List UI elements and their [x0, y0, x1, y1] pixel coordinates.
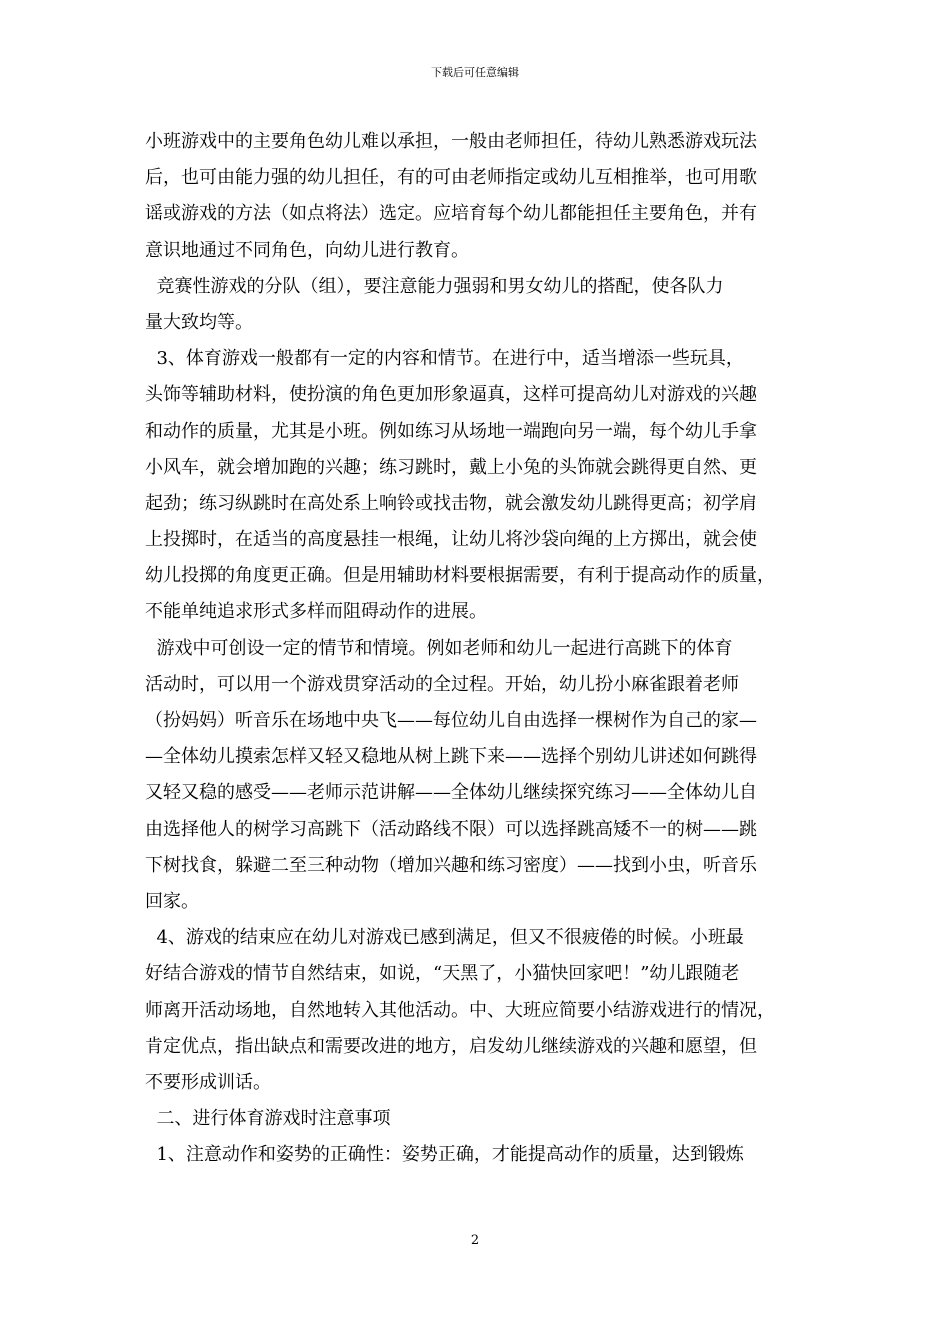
text-line: 又轻又稳的感受——老师示范讲解——全体幼儿继续探究练习——全体幼儿自 [145, 782, 757, 804]
text-line: 头饰等辅助材料，使扮演的角色更加形象逼真，这样可提高幼儿对游戏的兴趣 [145, 384, 757, 406]
text-line: 不能单纯追求形式多样而阻碍动作的进展。 [145, 601, 487, 623]
text-line: 竞赛性游戏的分队（组），要注意能力强弱和男女幼儿的搭配，使各队力 [145, 275, 724, 297]
text-line: 上投掷时，在适当的高度悬挂一根绳，让幼儿将沙袋向绳的上方掷出，就会使 [145, 529, 757, 551]
text-line: 和动作的质量，尤其是小班。例如练习从场地一端跑向另一端，每个幼儿手拿 [145, 420, 757, 442]
text-line: 谣或游戏的方法（如点将法）选定。应培育每个幼儿都能担任主要角色，并有 [145, 203, 757, 225]
text-line: 好结合游戏的情节自然结束，如说，“天黑了，小猫快回家吧！”幼儿跟随老 [145, 963, 740, 985]
text-line: 幼儿投掷的角度更正确。但是用辅助材料要根据需要，有利于提高动作的质量， [145, 565, 775, 587]
text-line: 后，也可由能力强的幼儿担任，有的可由老师指定或幼儿互相推举，也可用歌 [145, 167, 757, 189]
document-body [145, 124, 820, 1173]
text-line: 师离开活动场地，自然地转入其他活动。中、大班应简要小结游戏进行的情况， [145, 999, 775, 1021]
text-line: 意识地通过不同角色，向幼儿进行教育。 [145, 239, 469, 261]
page-number: 2 [470, 1233, 480, 1248]
text-line: 由选择他人的树学习高跳下（活动路线不限）可以选择跳高矮不一的树——跳 [145, 818, 757, 840]
text-line: 起劲；练习纵跳时在高处系上响铃或找击物，就会激发幼儿跳得更高；初学肩 [145, 492, 757, 514]
text-line: 不要形成训话。 [145, 1071, 271, 1093]
text-line: 小班游戏中的主要角色幼儿难以承担，一般由老师担任，待幼儿熟悉游戏玩法 [145, 131, 757, 152]
text-line: 肯定优点，指出缺点和需要改进的地方，启发幼儿继续游戏的兴趣和愿望，但 [145, 1035, 757, 1057]
page-header: 下载后可任意编辑 [431, 66, 519, 79]
text-line: （扮妈妈）听音乐在场地中央飞——每位幼儿自由选择一棵树作为自己的家— [145, 710, 757, 731]
text-line: 游戏中可创设一定的情节和情境。例如老师和幼儿一起进行高跳下的体育 [145, 637, 733, 659]
text-line: 回家。 [145, 890, 199, 912]
text-line: 小风车，就会增加跑的兴趣；练习跳时，戴上小兔的头饰就会跳得更自然、更 [145, 456, 757, 478]
text-line: 3、体育游戏一般都有一定的内容和情节。在进行中，适当增添一些玩具， [145, 348, 744, 370]
text-line: 下树找食，躲避二至三种动物（增加兴趣和练习密度）——找到小虫，听音乐 [145, 854, 757, 876]
text-line: 二、进行体育游戏时注意事项 [145, 1108, 391, 1130]
text-line: 1、注意动作和姿势的正确性：姿势正确，才能提高动作的质量，达到锻炼 [145, 1144, 744, 1166]
text-line: 活动时，可以用一个游戏贯穿活动的全过程。开始，幼儿扮小麻雀跟着老师 [145, 673, 739, 695]
text-line: 4、游戏的结束应在幼儿对游戏已感到满足，但又不很疲倦的时候。小班最 [145, 927, 744, 949]
text-line: 量大致均等。 [145, 311, 253, 333]
text-line: —全体幼儿摸索怎样又轻又稳地从树上跳下来——选择个别幼儿讲述如何跳得 [145, 746, 757, 768]
